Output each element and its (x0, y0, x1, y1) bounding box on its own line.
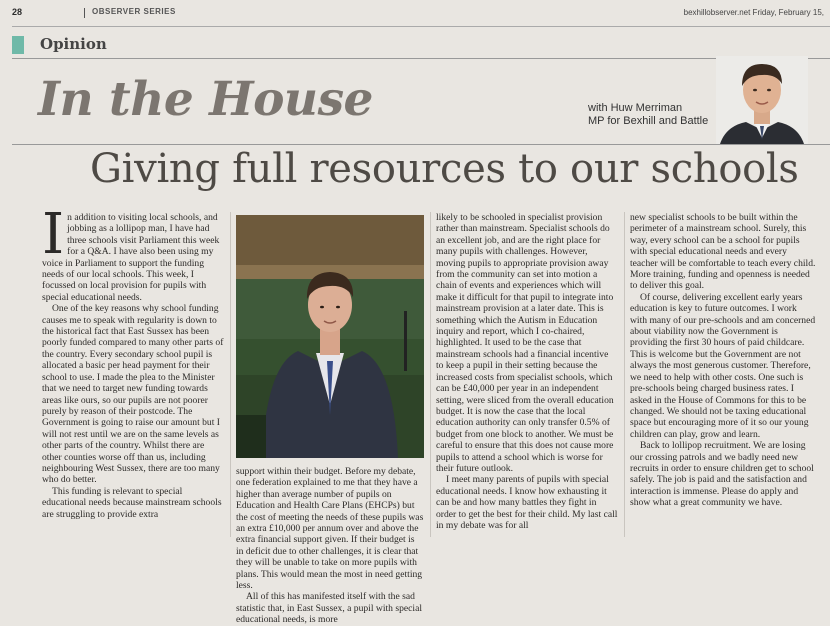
column-title: In the House (38, 72, 373, 127)
article-column-3 (436, 212, 618, 531)
paragraph: I meet many parents of pupils with special educational needs. I know how exhausting it can be and how many battles they fight in order to get the best for their child. My last call in my debate was for all (436, 474, 618, 531)
title-rule (12, 144, 830, 145)
article-headline: Giving full resources to our schools (90, 146, 799, 192)
header-divider (84, 8, 85, 18)
byline (588, 102, 708, 128)
paragraph: One of the key reasons why school funding causes me to speak with regularity is down to the historical fact that East Sussex has been poorly funded compared to many other parts of the country. Every secondary school pupil is allocated a basic per head payment for their school to use. I made the plea to the Minister that we need to target new funding towards areas like ours, so our pupils are not poorer purely by reason of their postcode. The Government is going to raise our amount but I will not rest until we are on the same levels as other parts of the country. Whilst there are other counties worse off than us, including neighbouring West Sussex, there are too many who do better. (42, 303, 224, 486)
column-divider (624, 212, 625, 537)
paragraph: All of this has manifested itself with the sad statistic that, in East Sussex, a pupil with special educational needs, is more (236, 591, 422, 626)
site-and-date: bexhillobserver.net Friday, February 15, (683, 8, 824, 17)
article-column-1 (42, 202, 224, 520)
paragraph: n addition to visiting local schools, and jobbing as a lollipop man, I have had three schools visit Parliament this week for a Q&A. I have also been using my voice in Parliament to support the funding needs of our local schools. This week, I focussed on local provision for pupils with special educational needs. (42, 212, 220, 303)
section-color-mark (12, 36, 24, 54)
drop-cap: I (42, 202, 65, 267)
article-photo (236, 215, 424, 458)
paragraph: likely to be schooled in specialist provision rather than mainstream. Specialist schools do an excellent job, and are the right place for many pupils with challenges. However, moving pupils to appropriate provision away from the community can set into motion a chain of events and experiences which will make it difficult for that pupil to integrate into mainstream provision at a later date. This is something which the Autism in Education inquiry and report, which I co-chaired, highlighted. It used to be the case that mainstream schools had a financial incentive to keep a pupil in their setting because the increased costs from specialist schools, which can be £40,000 per year in an independent setting, were sliced from the overall education budget. It is now the case that the local education authority can only transfer 0.5% of budget from one block to another. We must be careful to ensure that this does not cause more pupils to attend a school which is worse for their future outlook. (436, 212, 614, 474)
article-column-2 (236, 466, 424, 626)
section-label: Opinion (40, 35, 107, 53)
paragraph: Of course, delivering excellent early years education is key to future outcomes. I work with many of our pre-schools and am concerned about viability now the Government is providing the first 30 hours of paid childcare. This is welcome but the Government are not always the most generous customer. Therefore, we need to help with other costs. One such is pre-schools being charged business rates. I asked in the House of Commons for this to be changed. We should not be taxing educational space but encouraging more of it so our young children can play, grow and learn. (630, 291, 816, 440)
portrait-image (716, 56, 808, 144)
section-rule (12, 58, 830, 59)
paragraph: new specialist schools to be built within the perimeter of a mainstream school. Surely, this way, every school can be a school for pupils with special educational needs and every teacher will be comfortable to teach every child. More training, funding and openness is needed to deliver this goal. (630, 212, 816, 292)
paragraph: support within their budget. Before my debate, one federation explained to me that they have a higher than average number of pupils on Education and Health Care Plans (EHCPs) but the cost of meeting the needs of these pupils was an extra £10,000 per annum over and above the extra financial support given. If their budget is in deficit due to other challenges, it is clear that they will be unable to take on more pupils with plans. This would mean the most in need getting less. (236, 466, 424, 592)
column-divider (230, 212, 231, 537)
author-portrait (716, 56, 808, 144)
commons-speech-photo (236, 215, 424, 458)
article-column-4 (630, 212, 816, 509)
series-name: OBSERVER SERIES (92, 7, 176, 16)
paragraph: This funding is relevant to special educational needs because mainstream schools are struggling to provide extra (42, 485, 222, 520)
paragraph: Back to lollipop recruitment. We are losing our crossing patrols and we badly need new recruits in order to ensure children get to school safely. The job is paid and the satisfaction and interaction is immense. Please do apply and show what a great community we have. (630, 440, 814, 509)
page-number: 28 (12, 7, 23, 17)
header-rule (12, 26, 830, 27)
page-header (0, 0, 830, 26)
byline-author: with Huw Merriman (588, 102, 683, 114)
byline-role: MP for Bexhill and Battle (588, 115, 709, 127)
column-divider (430, 212, 431, 537)
